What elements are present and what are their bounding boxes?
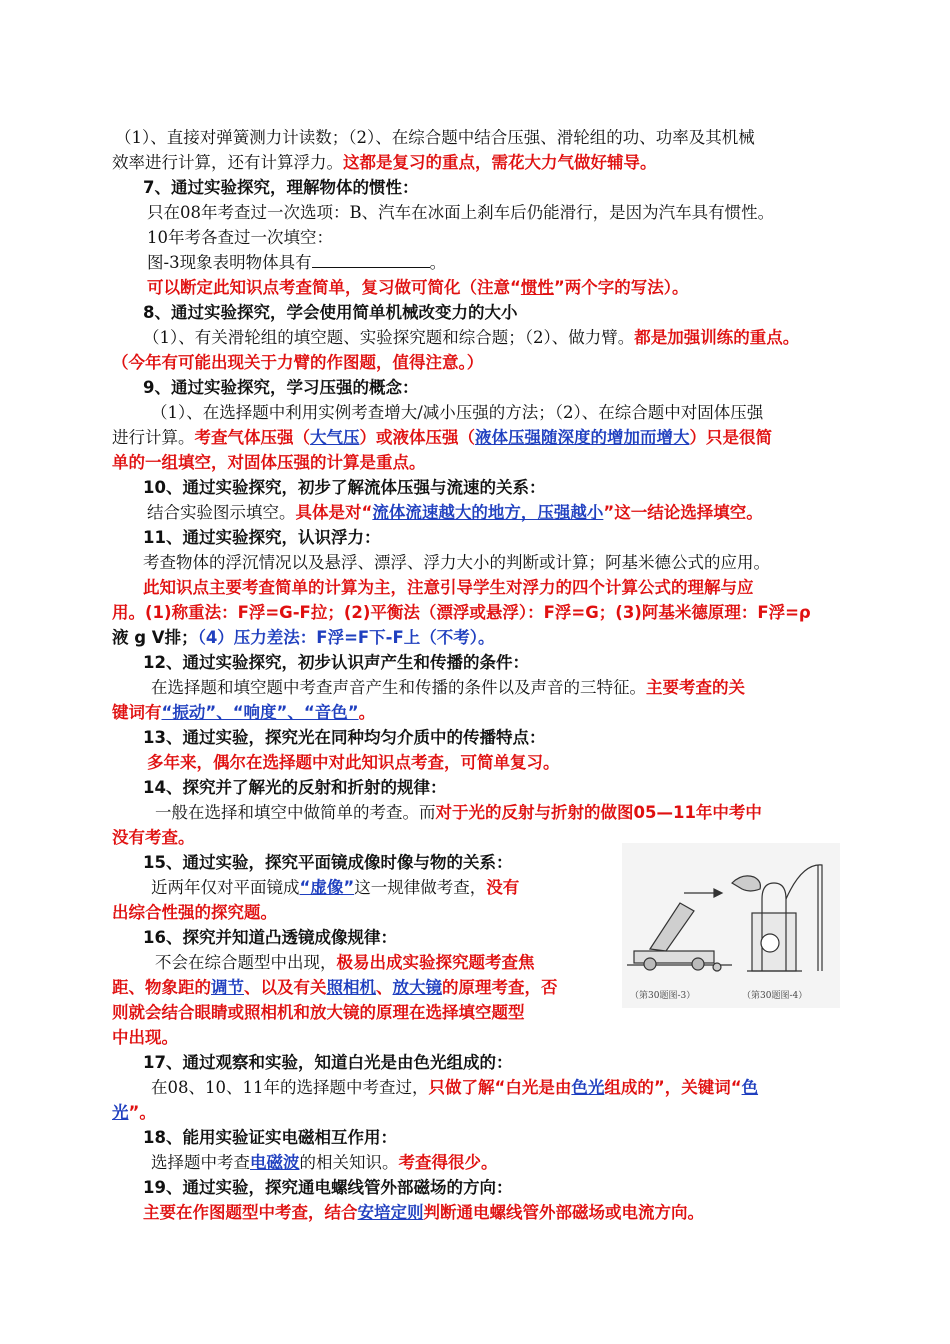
underlined-term: 液体压强随深度的增加而增大 [475,428,690,447]
underlined-term: 光 [112,1103,129,1122]
text-span: 15、通过实验，探究平面镜成像时像与物的关系： [143,853,513,872]
section-heading-17 [143,1051,883,1075]
text-line [115,126,855,150]
highlight-red: 具体是对“ [295,503,373,522]
section-heading-9 [143,376,883,400]
highlight-red: 主要在作图题型中考查，结合 [143,1203,358,1222]
section-heading-19 [143,1176,883,1200]
text-line [112,1026,852,1050]
highlight-red: 没有考查。 [112,828,195,847]
underlined-term: 惯性 [520,278,554,297]
underlined-term: 照相机 [326,978,376,997]
text-line [147,276,887,300]
highlight-red: 、以及有关 [244,978,327,997]
text-span: 这一规律做考查， [354,878,487,897]
text-line [112,1101,852,1125]
cart-diagram [627,889,732,971]
highlight-red: ）只是很简 [689,428,772,447]
figure-caption-left: （第30题图-3） [630,991,696,1001]
text-line [112,151,852,175]
text-line [143,551,883,575]
text-span: 的相关知识。 [299,1153,399,1172]
text-span: 效率进行计算，还有计算浮力。 [112,153,343,172]
text-span: 9、通过实验探究，学习压强的概念： [143,378,419,397]
text-span: 10年考各查过一次填空： [147,228,333,247]
text-line [147,751,887,775]
text-line [147,226,887,250]
text-span: 选择题中考查 [151,1153,250,1172]
highlight-red: 组成的”，关键词“ [604,1078,742,1097]
highlight-red: 主要考查的关 [646,678,745,697]
text-span: 16、探究并知道凸透镜成像规律： [143,928,397,947]
underlined-term: “虚像” [299,878,355,897]
highlight-red: 都是加强训练的重点。 [634,328,800,347]
beaker-diagram [732,865,822,971]
text-line [143,1201,883,1225]
figure-caption-right: （第30题图-4） [742,991,808,1001]
text-span: 不会在综合题型中出现， [155,953,337,972]
highlight-red: 考查气体压强（ [194,428,310,447]
text-line [143,326,883,350]
section-heading-12 [143,651,883,675]
underlined-term: 安培定则 [357,1203,424,1222]
text-line [143,576,883,600]
text-span: 10、通过实验探究，初步了解流体压强与流速的关系： [143,478,546,497]
text-span: 一般在选择和填空中做简单的考查。而 [155,803,436,822]
fill-blank [312,251,430,268]
highlight-red: ”两个字的写法）。 [553,278,689,297]
section-heading-8 [143,301,883,325]
text-span: （1）、直接对弹簧测力计读数；（2）、在综合题中结合压强、滑轮组的功、功率及其机械 [115,128,755,147]
text-line [147,251,887,275]
text-line [147,501,887,525]
underlined-term: 大气压 [310,428,360,447]
highlight-red: 则就会结合眼睛或照相机和放大镜的原理在选择填空题型 [112,1003,525,1022]
text-span: 在选择题和填空题中考查声音产生和传播的条件以及声音的三特征。 [151,678,646,697]
highlight-red: 只做了解“白光是由 [428,1078,572,1097]
highlight-red: 、 [376,978,393,997]
highlight-blue: （4）压力差法：F浮=F下-F上（不考）。 [197,628,495,647]
highlight-red: 中出现。 [112,1028,178,1047]
highlight-red: 此知识点主要考查简单的计算为主，注意引导学生对浮力的四个计算公式的理解与应 [143,578,754,597]
text-span: 18、能用实验证实电磁相互作用： [143,1128,397,1147]
underlined-term: 放大镜 [392,978,442,997]
text-span: 8、通过实验探究，学会使用简单机械改变力的大小 [143,303,518,322]
text-line [151,1076,891,1100]
text-span: 11、通过实验探究，认识浮力： [143,528,381,547]
section-heading-14 [143,776,883,800]
highlight-red: 多年来，偶尔在选择题中对此知识点考查，可简单复习。 [147,753,560,772]
text-span: 图-3现象表明物体具有 [147,253,312,272]
text-span: 17、通过观察和实验，知道白光是由色光组成的： [143,1053,513,1072]
underlined-term: 色光 [571,1078,605,1097]
underlined-term: “振动”、“响度”、“音色” [161,703,359,722]
experiment-illustration [622,843,840,1008]
highlight-red: ”。 [128,1103,156,1122]
text-line [155,801,895,825]
text-span: 7、通过实验探究，理解物体的惯性： [143,178,419,197]
text-line [112,601,852,625]
highlight-red: 单的一组填空，对固体压强的计算是重点。 [112,453,426,472]
highlight-red: 极易出成实验探究题考查焦 [336,953,535,972]
underlined-term: 调节 [211,978,244,997]
text-span: 液 g V排； [112,628,198,647]
text-line [151,1151,891,1175]
text-line [112,626,852,650]
highlight-red: 可以断定此知识点考查简单，复习做可简化（注意“ [147,278,521,297]
highlight-red: 的原理考查，否 [442,978,558,997]
section-heading-13 [143,726,883,750]
highlight-red: 。 [358,703,376,722]
text-span: 近两年仅对平面镜成 [151,878,300,897]
text-line [112,426,852,450]
section-heading-11 [143,526,883,550]
text-span: 结合实验图示填空。 [147,503,296,522]
text-span: 。 [429,253,447,272]
text-span: 13、通过实验，探究光在同种均匀介质中的传播特点： [143,728,546,747]
text-span: 12、通过实验探究，初步认识声产生和传播的条件： [143,653,529,672]
text-line [112,451,852,475]
highlight-red: 这都是复习的重点，需花大力气做好辅导。 [343,153,657,172]
underlined-term: 色 [741,1078,759,1097]
highlight-red: 出综合性强的探究题。 [112,903,277,922]
text-span: （1）、在选择题中利用实例考查增大/减小压强的方法；（2）、在综合题中对固体压强 [151,403,764,422]
highlight-red: ）或液体压强（ [359,428,475,447]
text-span: 在08、10、11年的选择题中考查过， [151,1078,429,1097]
highlight-red: （今年有可能出现关于力臂的作图题，值得注意。） [112,353,484,372]
underlined-term: 流体流速越大的地方，压强越小 [372,503,604,522]
text-line [112,701,852,725]
text-span: 14、探究并了解光的反射和折射的规律： [143,778,447,797]
highlight-red: ”这一结论选择填空。 [603,503,763,522]
highlight-red: 对于光的反射与折射的做图05—11年中考中 [435,803,762,822]
underlined-term: 电磁波 [250,1153,300,1172]
text-span: 进行计算。 [112,428,195,447]
section-heading-7 [143,176,883,200]
text-span: 只在08年考查过一次选项：B、汽车在冰面上刹车后仍能滑行，是因为汽车具有惯性。 [147,203,775,222]
text-span: （1）、有关滑轮组的填空题、实验探究题和综合题；（2）、做力臂。 [143,328,635,347]
text-line [147,201,887,225]
text-line [151,676,891,700]
text-line [112,351,852,375]
text-span: 19、通过实验，探究通电螺线管外部磁场的方向： [143,1178,513,1197]
section-heading-10 [143,476,883,500]
highlight-red: 没有 [486,878,520,897]
highlight-red: 键词有 [112,703,162,722]
section-heading-18 [143,1126,883,1150]
text-span: 考查物体的浮沉情况以及悬浮、漂浮、浮力大小的判断或计算；阿基米德公式的应用。 [143,553,770,572]
text-line [151,401,891,425]
highlight-red: 距、物象距的 [112,978,211,997]
highlight-red: 考查得很少。 [398,1153,498,1172]
experiment-figure [622,843,840,1008]
highlight-red: 判断通电螺线管外部磁场或电流方向。 [423,1203,704,1222]
highlight-red: 用。(1)称重法：F浮=G-F拉；(2)平衡法（漂浮或悬浮）：F浮=G；(3)阿基米德原理：F浮=ρ [112,603,811,622]
